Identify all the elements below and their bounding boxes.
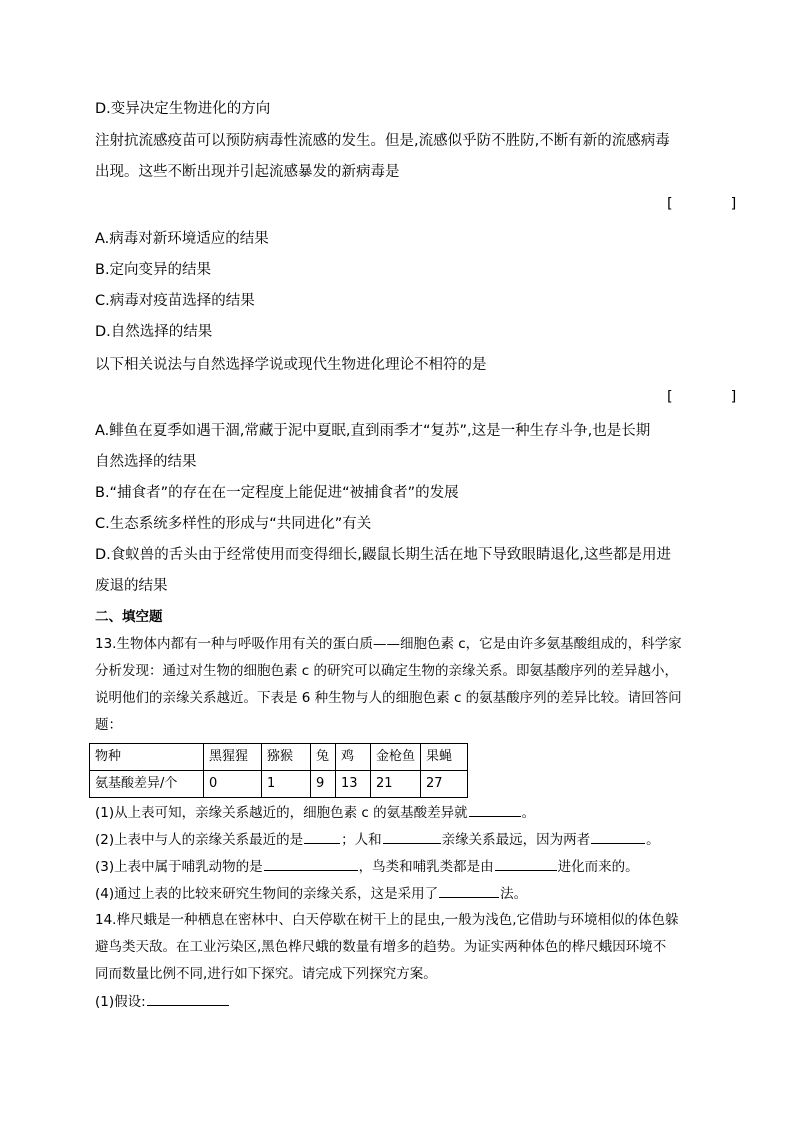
q13-line1: 13.生物体内都有一种与呼吸作用有关的蛋白质——细胞色素 c，它是由许多氨基酸组成的，科学家 — [95, 636, 682, 652]
q13-sub2-text-c: 亲缘关系最远，因为两者 — [441, 832, 591, 848]
q13-sub3-text-b: ，鸟类和哺乳类都是由 — [358, 859, 494, 875]
q13-line4: 题： — [95, 717, 122, 733]
answer-blank[interactable] — [439, 883, 499, 898]
next-question-option-d-line2: 废退的结果 — [95, 578, 168, 594]
q13-sub4 — [95, 883, 527, 904]
q13-sub1-text: (1)从上表可知，亲缘关系越近的，细胞色素 c 的氨基酸差异就 — [95, 805, 468, 821]
q12-answer-bracket: [ ] — [667, 196, 737, 212]
answer-blank[interactable] — [383, 829, 441, 844]
table-value-cell: 13 — [336, 771, 371, 798]
table-value-cell: 1 — [262, 771, 311, 798]
table-species-cell: 果蝇 — [421, 744, 468, 771]
q13-line3: 说明他们的亲缘关系越近。下表是 6 种生物与人的细胞色素 c 的氨基酸序列的差异比较。请回答问 — [95, 690, 682, 706]
q13-sub2-text-b: ；人和 — [341, 832, 382, 848]
q14-line1: 14.桦尺蛾是一种栖息在密林中、白天停歇在树干上的昆虫,一般为浅色,它借助与环境相似的体色躲 — [95, 912, 679, 928]
q14-line3: 同而数量比例不同,进行如下探究。请完成下列探究方案。 — [95, 966, 437, 982]
q13-sub2-end: 。 — [646, 832, 660, 848]
q13-sub3-text-a: (3)上表中属于哺乳动物的是 — [95, 859, 263, 875]
q12-stem-line2: 出现。这些不断出现并引起流感暴发的新病毒是 — [95, 164, 400, 180]
table-row-label: 氨基酸差异/个 — [90, 771, 204, 798]
q13-sub1 — [95, 802, 535, 823]
q13-sub3-text-c: 进化而来的。 — [557, 859, 639, 875]
next-question-option-d-line1: D.食蚁兽的舌头由于经常使用而变得细长,鼹鼠长期生活在地下导致眼睛退化,这些都是用进 — [95, 547, 671, 563]
table-row — [90, 771, 468, 798]
next-question-option-a-line2: 自然选择的结果 — [95, 454, 197, 470]
q13-sub4-text-a: (4)通过上表的比较来研究生物间的亲缘关系，这是采用了 — [95, 886, 439, 902]
q14-sub1-text: (1)假设: — [95, 994, 146, 1010]
table-value-cell: 0 — [204, 771, 262, 798]
answer-blank[interactable] — [469, 802, 521, 817]
answer-blank[interactable] — [495, 856, 557, 871]
section-title: 二、填空题 — [95, 609, 163, 625]
table-species-cell: 猕猴 — [262, 744, 311, 771]
next-question-stem: 以下相关说法与自然选择学说或现代生物进化理论不相符的是 — [95, 357, 487, 373]
q12-option-d: D.自然选择的结果 — [95, 324, 213, 340]
table-species-cell: 黑猩猩 — [204, 744, 262, 771]
amino-acid-difference-table — [89, 743, 468, 798]
q12-option-a: A.病毒对新环境适应的结果 — [95, 231, 269, 247]
table-header-label: 物种 — [90, 744, 204, 771]
q13-sub2-text-a: (2)上表中与人的亲缘关系最近的是 — [95, 832, 304, 848]
q13-sub3 — [95, 856, 639, 877]
q13-sub2 — [95, 829, 660, 850]
table-species-cell: 金枪鱼 — [371, 744, 421, 771]
q14-line2: 避鸟类天敌。在工业污染区,黑色桦尺蛾的数量有增多的趋势。为证实两种体色的桦尺蛾因环境不 — [95, 939, 667, 955]
q13-sub4-end: 法。 — [500, 886, 528, 902]
q11-option-d: D.变异决定生物进化的方向 — [95, 101, 271, 117]
table-value-cell: 9 — [311, 771, 336, 798]
q12-option-c: C.病毒对疫苗选择的结果 — [95, 293, 255, 309]
q13-line2: 分析发现：通过对生物的细胞色素 c 的研究可以确定生物的亲缘关系。即氨基酸序列的差异越小， — [95, 663, 679, 679]
answer-blank[interactable] — [147, 991, 229, 1006]
table-value-cell: 21 — [371, 771, 421, 798]
answer-blank[interactable] — [591, 829, 645, 844]
answer-blank[interactable] — [264, 856, 358, 871]
table-row — [90, 744, 468, 771]
next-question-option-b: B.“捕食者”的存在在一定程度上能促进“被捕食者”的发展 — [95, 485, 459, 501]
next-question-answer-bracket: [ ] — [667, 389, 737, 405]
q13-sub1-end: 。 — [521, 805, 536, 821]
q14-sub1 — [95, 991, 230, 1012]
answer-blank[interactable] — [304, 829, 340, 844]
q12-stem-line1: 注射抗流感疫苗可以预防病毒性流感的发生。但是,流感似乎防不胜防,不断有新的流感病毒 — [95, 133, 670, 149]
next-question-option-c: C.生态系统多样性的形成与“共同进化”有关 — [95, 516, 372, 532]
table-value-cell: 27 — [421, 771, 468, 798]
next-question-option-a-line1: A.鲱鱼在夏季如遇干涸,常藏于泥中夏眠,直到雨季才“复苏”,这是一种生存斗争,也是长期 — [95, 423, 651, 439]
q12-option-b: B.定向变异的结果 — [95, 262, 212, 278]
table-species-cell: 兔 — [311, 744, 336, 771]
table-species-cell: 鸡 — [336, 744, 371, 771]
